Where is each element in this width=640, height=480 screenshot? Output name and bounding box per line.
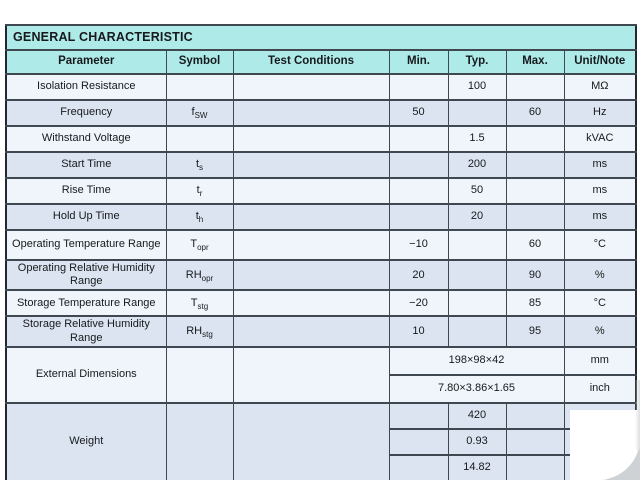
table-row [6,260,636,290]
min-cell [389,152,448,178]
test-conditions-cell [233,347,389,403]
parameter-cell: Frequency [6,100,166,126]
general-characteristic-table [5,24,637,480]
min-cell [389,403,448,429]
table-title-row [6,25,636,50]
typ-cell: 100 [448,74,506,100]
min-cell [389,429,448,455]
typ-cell [448,230,506,260]
unit-cell: ms [564,178,636,204]
max-cell: 85 [506,290,564,316]
symbol-cell [166,74,233,100]
test-conditions-cell [233,152,389,178]
table-row [6,178,636,204]
unit-cell: °C [564,230,636,260]
max-cell: 60 [506,100,564,126]
dimensions-mm-cell: 198×98×42 [389,347,564,375]
col-header-symbol: Symbol [166,50,233,74]
max-cell [506,152,564,178]
min-cell [389,178,448,204]
typ-cell [448,290,506,316]
col-header-test-conditions: Test Conditions [233,50,389,74]
col-header-parameter: Parameter [6,50,166,74]
test-conditions-cell [233,403,389,480]
unit-cell: mm [564,347,636,375]
min-cell [389,74,448,100]
symbol-cell: $RH_{stg}$ [166,316,233,346]
table-row [6,152,636,178]
test-conditions-cell [233,126,389,152]
min-cell: 50 [389,100,448,126]
table-title: GENERAL CHARACTERISTIC [6,25,636,50]
parameter-cell: Weight [6,403,166,480]
parameter-cell: Hold Up Time [6,204,166,230]
dimensions-inch-cell: 7.80×3.86×1.65 [389,375,564,403]
parameter-cell: Operating Relative Humidity Range [6,260,166,290]
table-header-row [6,50,636,74]
test-conditions-cell [233,74,389,100]
unit-cell: kVAC [564,126,636,152]
typ-cell [448,260,506,290]
max-cell: 95 [506,316,564,346]
col-header-min: Min. [389,50,448,74]
parameter-cell: Isolation Resistance [6,74,166,100]
table-row [6,100,636,126]
col-header-unit-note: Unit/Note [564,50,636,74]
max-cell: 90 [506,260,564,290]
table-row [6,126,636,152]
parameter-cell: Operating Temperature Range [6,230,166,260]
min-cell: −10 [389,230,448,260]
test-conditions-cell [233,316,389,346]
symbol-cell: $t_r$ [166,178,233,204]
symbol-cell [166,403,233,480]
typ-cell: 200 [448,152,506,178]
max-cell [506,74,564,100]
col-header-max: Max. [506,50,564,74]
parameter-cell: Withstand Voltage [6,126,166,152]
min-cell [389,126,448,152]
test-conditions-cell [233,290,389,316]
symbol-cell [166,347,233,403]
parameter-cell: Rise Time [6,178,166,204]
test-conditions-cell [233,100,389,126]
test-conditions-cell [233,260,389,290]
min-cell [389,204,448,230]
table-row [6,230,636,260]
min-cell: −20 [389,290,448,316]
max-cell: 60 [506,230,564,260]
unit-cell: Hz [564,100,636,126]
parameter-cell: External Dimensions [6,347,166,403]
symbol-cell: $t_s$ [166,152,233,178]
test-conditions-cell [233,230,389,260]
unit-cell: ms [564,152,636,178]
table-row [6,204,636,230]
unit-cell: % [564,260,636,290]
unit-cell: inch [564,375,636,403]
test-conditions-cell [233,178,389,204]
typ-cell [448,316,506,346]
col-header-typ: Typ. [448,50,506,74]
typ-cell: 50 [448,178,506,204]
max-cell [506,204,564,230]
unit-cell: MΩ [564,74,636,100]
max-cell [506,429,564,455]
table-row [6,290,636,316]
symbol-cell: $t_h$ [166,204,233,230]
min-cell [389,455,448,480]
unit-cell: % [564,316,636,346]
max-cell [506,126,564,152]
unit-cell: °C [564,290,636,316]
typ-cell: 20 [448,204,506,230]
max-cell [506,403,564,429]
min-cell: 20 [389,260,448,290]
table-row [6,74,636,100]
symbol-cell [166,126,233,152]
table-row-weight [6,403,636,429]
typ-cell: 1.5 [448,126,506,152]
parameter-cell: Storage Relative Humidity Range [6,316,166,346]
photo-edge-shadow [635,380,640,450]
typ-cell: 0.93 [448,429,506,455]
symbol-cell: $T_{opr}$ [166,230,233,260]
table-row-external-dimensions [6,347,636,375]
symbol-cell: $f_{SW}$ [166,100,233,126]
typ-cell [448,100,506,126]
parameter-cell: Storage Temperature Range [6,290,166,316]
min-cell: 10 [389,316,448,346]
test-conditions-cell [233,204,389,230]
typ-cell: 420 [448,403,506,429]
max-cell [506,178,564,204]
table-row [6,316,636,346]
max-cell [506,455,564,480]
unit-cell: ms [564,204,636,230]
typ-cell: 14.82 [448,455,506,480]
symbol-cell: $RH_{opr}$ [166,260,233,290]
parameter-cell: Start Time [6,152,166,178]
symbol-cell: $T_{stg}$ [166,290,233,316]
